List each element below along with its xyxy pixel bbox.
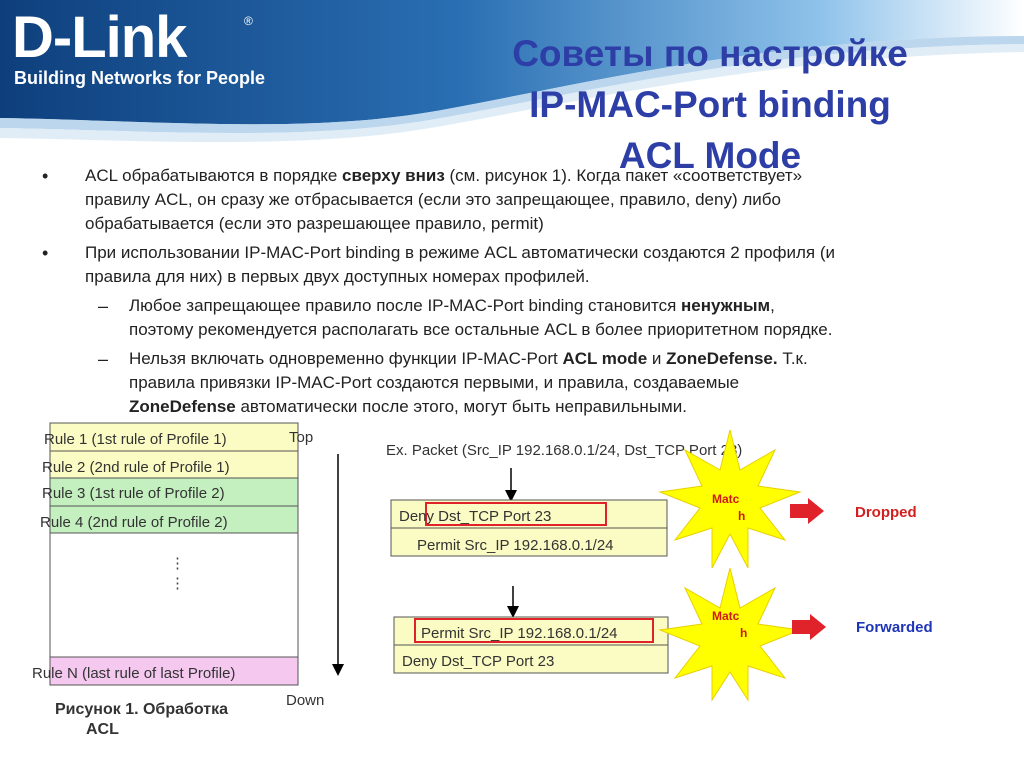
bullet-1-line-1: ACL обрабатываются в порядке сверху вниз (см. рисунок 1). Когда пакет «соответствует» <box>85 166 803 185</box>
bullet-1-line-2: правилу ACL, он сразу же отбрасывается (если это запрещающее, правило, deny) либо <box>85 190 781 209</box>
ellipsis-2: ⋮ <box>170 575 185 592</box>
rule-3-label: Rule 3 (1st rule of Profile 2) <box>42 485 225 502</box>
ellipsis-1: ⋮ <box>170 555 185 572</box>
title-line-3: ACL Mode <box>618 135 802 176</box>
rule-last-label: Rule N (last rule of last Profile) <box>32 665 236 682</box>
rule-4-label: Rule 4 (2nd rule of Profile 2) <box>40 514 228 531</box>
figure-caption-line-2: ACL <box>86 721 119 738</box>
bullet-marker: • <box>42 243 49 263</box>
acl-diagram <box>0 420 1024 768</box>
title-line-2: IP-MAC-Port binding <box>529 84 891 125</box>
right-arrow-icon <box>792 614 826 640</box>
match-1-text-b: h <box>738 509 746 523</box>
d-link-logo <box>8 5 266 96</box>
top-label: Top <box>289 429 314 446</box>
dash-marker: – <box>98 349 109 369</box>
bullet-1-line-3: обрабатывается (если это разрешающее правило, permit) <box>85 214 544 233</box>
logo-registered-mark: ® <box>244 14 253 28</box>
logo-tagline: Building Networks for People <box>14 68 266 88</box>
packet-label: Ex. Packet (Src_IP 192.168.0.1/24, Dst_TCP Port 23) <box>386 442 743 459</box>
case-2-row-1-text: Permit Src_IP 192.168.0.1/24 <box>421 625 618 642</box>
result-forwarded: Forwarded <box>856 619 933 636</box>
match-starburst-2 <box>660 568 800 700</box>
case-1-row-1-text: Deny Dst_TCP Port 23 <box>399 508 552 525</box>
figure-caption-line-1: Рисунок 1. Обработка <box>55 701 228 718</box>
title-line-1: Советы по настройке <box>512 33 908 74</box>
sub-bullet-2-line-2: правила привязки IP-MAC-Port создаются первыми, и правила, создаваемые <box>129 373 740 392</box>
sub-bullet-1-line-2: поэтому рекомендуется располагать все остальные ACL в более приоритетном порядке. <box>129 320 833 339</box>
match-2-text-a: Matc <box>712 609 740 623</box>
rule-1-label: Rule 1 (1st rule of Profile 1) <box>44 431 227 448</box>
sub-bullet-1-line-1: Любое запрещающее правило после IP-MAC-Port binding становится ненужным, <box>129 296 775 315</box>
bullet-2-line-1: При использовании IP-MAC-Port binding в режиме ACL автоматически создаются 2 профиля (и <box>85 243 836 262</box>
sub-bullet-2-line-3: ZoneDefense автоматически после этого, могут быть неправильными. <box>129 397 687 416</box>
match-1-text-a: Matc <box>712 492 740 506</box>
bullet-2-line-2: правила для них) в первых двух доступных номерах профилей. <box>85 267 590 286</box>
dash-marker: – <box>98 296 109 316</box>
slide-title <box>440 28 980 181</box>
case-2-row-2-text: Deny Dst_TCP Port 23 <box>402 653 555 670</box>
case-1-row-2-text: Permit Src_IP 192.168.0.1/24 <box>417 537 614 554</box>
rule-2-label: Rule 2 (2nd rule of Profile 1) <box>42 459 230 476</box>
sub-bullet-2-line-1: Нельзя включать одновременно функции IP-MAC-Port ACL mode и ZoneDefense. Т.к. <box>129 349 808 368</box>
match-2-text-b: h <box>740 626 748 640</box>
down-label: Down <box>286 692 325 709</box>
right-arrow-icon <box>790 498 824 524</box>
logo-brand: D-Link <box>12 5 187 70</box>
bullet-marker: • <box>42 166 49 186</box>
result-dropped: Dropped <box>855 504 917 521</box>
